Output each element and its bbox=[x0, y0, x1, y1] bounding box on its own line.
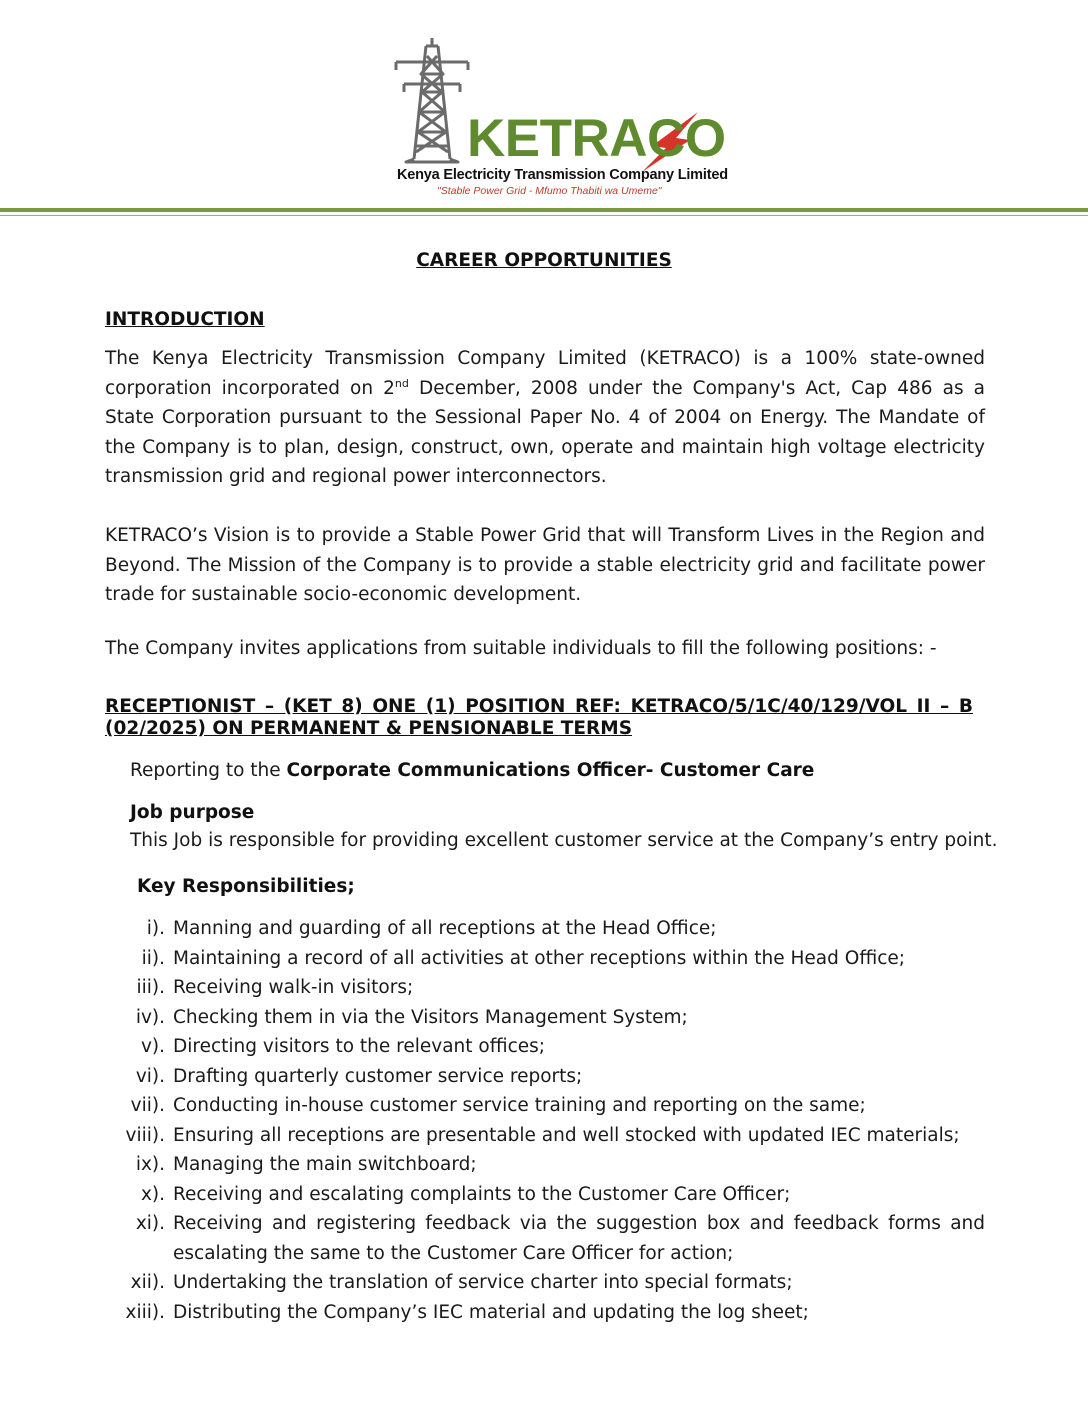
list-item-text: Conducting in-house customer service training and reporting on the same; bbox=[173, 1095, 866, 1116]
introduction-paragraph-1: The Kenya Electricity Transmission Company Limited (KETRACO) is a 100% state-owned corporation incorporated on 2nd December, 2008 under the Company's Act, Cap 486 as a State Corporation pursuant to the Sessional Paper No. 4 of 2004 on Energy. The Mandate of the Company is to plan, design, construct, own, operate and maintain high voltage electricity transmission grid and regional power interconnectors. bbox=[105, 348, 985, 487]
reporting-to: Corporate Communications Officer- Customer Care bbox=[286, 760, 815, 781]
list-item-text: Receiving walk-in visitors; bbox=[173, 977, 414, 998]
position-title: RECEPTIONIST – (KET 8) ONE (1) POSITION REF: KETRACO/5/1C/40/129/VOL II – B (02/2025) ON PERMANENT & PENSIONABLE TERMS bbox=[105, 696, 973, 739]
list-item bbox=[105, 1150, 985, 1180]
list-item-text: Undertaking the translation of service charter into special formats; bbox=[173, 1272, 793, 1293]
list-item-number: xi). bbox=[135, 1213, 165, 1234]
list-item-number: vii). bbox=[130, 1095, 165, 1116]
list-item bbox=[105, 1032, 985, 1062]
introduction-paragraph-3: The Company invites applications from suitable individuals to fill the following positions: - bbox=[105, 638, 937, 659]
logo-wordmark: KETRACO bbox=[467, 109, 726, 168]
introduction-heading: INTRODUCTION bbox=[105, 309, 265, 330]
list-item bbox=[105, 1121, 985, 1151]
list-item-text: Directing visitors to the relevant offices; bbox=[173, 1036, 546, 1057]
list-item-number: iv). bbox=[135, 1006, 165, 1028]
list-item-text: Receiving and escalating complaints to the Customer Care Officer; bbox=[173, 1183, 791, 1205]
list-item bbox=[105, 1180, 985, 1210]
company-name: Kenya Electricity Transmission Company Limited bbox=[397, 167, 728, 183]
list-item-text: Distributing the Company’s IEC material and updating the log sheet; bbox=[173, 1301, 809, 1323]
list-item bbox=[105, 914, 985, 944]
company-tagline: "Stable Power Grid - Mfumo Thabiti wa Umeme" bbox=[437, 185, 662, 197]
list-item-number: v). bbox=[140, 1036, 165, 1057]
responsibilities-heading: Key Responsibilities; bbox=[137, 876, 355, 897]
job-purpose-heading: Job purpose bbox=[130, 802, 255, 823]
list-item-text: Manning and guarding of all receptions at the Head Office; bbox=[173, 918, 717, 939]
list-item-text: Drafting quarterly customer service reports; bbox=[173, 1065, 583, 1087]
list-item-text: Receiving and registering feedback via the suggestion box and feedback forms and escalating the same to the Customer Care Officer for action; bbox=[173, 1213, 985, 1264]
list-item bbox=[105, 1298, 985, 1328]
list-item-text: Ensuring all receptions are presentable and well stocked with updated IEC materials; bbox=[173, 1124, 960, 1146]
list-item-number: i). bbox=[146, 918, 165, 939]
header-divider-thin bbox=[0, 215, 1088, 216]
page-title: CAREER OPPORTUNITIES bbox=[416, 250, 672, 271]
reporting-line: Reporting to the Corporate Communications Officer- Customer Care bbox=[130, 760, 815, 781]
header-divider bbox=[0, 208, 1088, 212]
list-item-number: vi). bbox=[135, 1065, 165, 1087]
list-item bbox=[105, 1091, 985, 1121]
list-item bbox=[105, 1003, 985, 1033]
list-item-text: Checking them in via the Visitors Management System; bbox=[173, 1006, 688, 1028]
list-item bbox=[105, 1062, 985, 1092]
list-item-number: iii). bbox=[136, 977, 165, 998]
list-item-text: Maintaining a record of all activities at other receptions within the Head Office; bbox=[173, 947, 905, 969]
list-item-number: viii). bbox=[125, 1124, 165, 1146]
list-item-number: xii). bbox=[130, 1272, 165, 1293]
list-item-number: xiii). bbox=[125, 1301, 165, 1323]
list-item bbox=[105, 973, 985, 1003]
list-item bbox=[105, 944, 985, 974]
list-item bbox=[105, 1268, 985, 1298]
job-purpose-text: This Job is responsible for providing excellent customer service at the Company’s entry point. bbox=[130, 830, 998, 851]
list-item-number: ix). bbox=[135, 1154, 165, 1175]
introduction-paragraph-2: KETRACO’s Vision is to provide a Stable Power Grid that will Transform Lives in the Region and Beyond. The Mission of the Company is to provide a stable electricity grid and facilitate power trade for sustainable socio-economic development. bbox=[105, 525, 985, 605]
responsibilities-list bbox=[105, 914, 985, 1327]
list-item bbox=[105, 1209, 985, 1268]
list-item-number: x). bbox=[140, 1183, 165, 1205]
list-item-text: Managing the main switchboard; bbox=[173, 1154, 477, 1175]
list-item-number: ii). bbox=[141, 947, 165, 969]
